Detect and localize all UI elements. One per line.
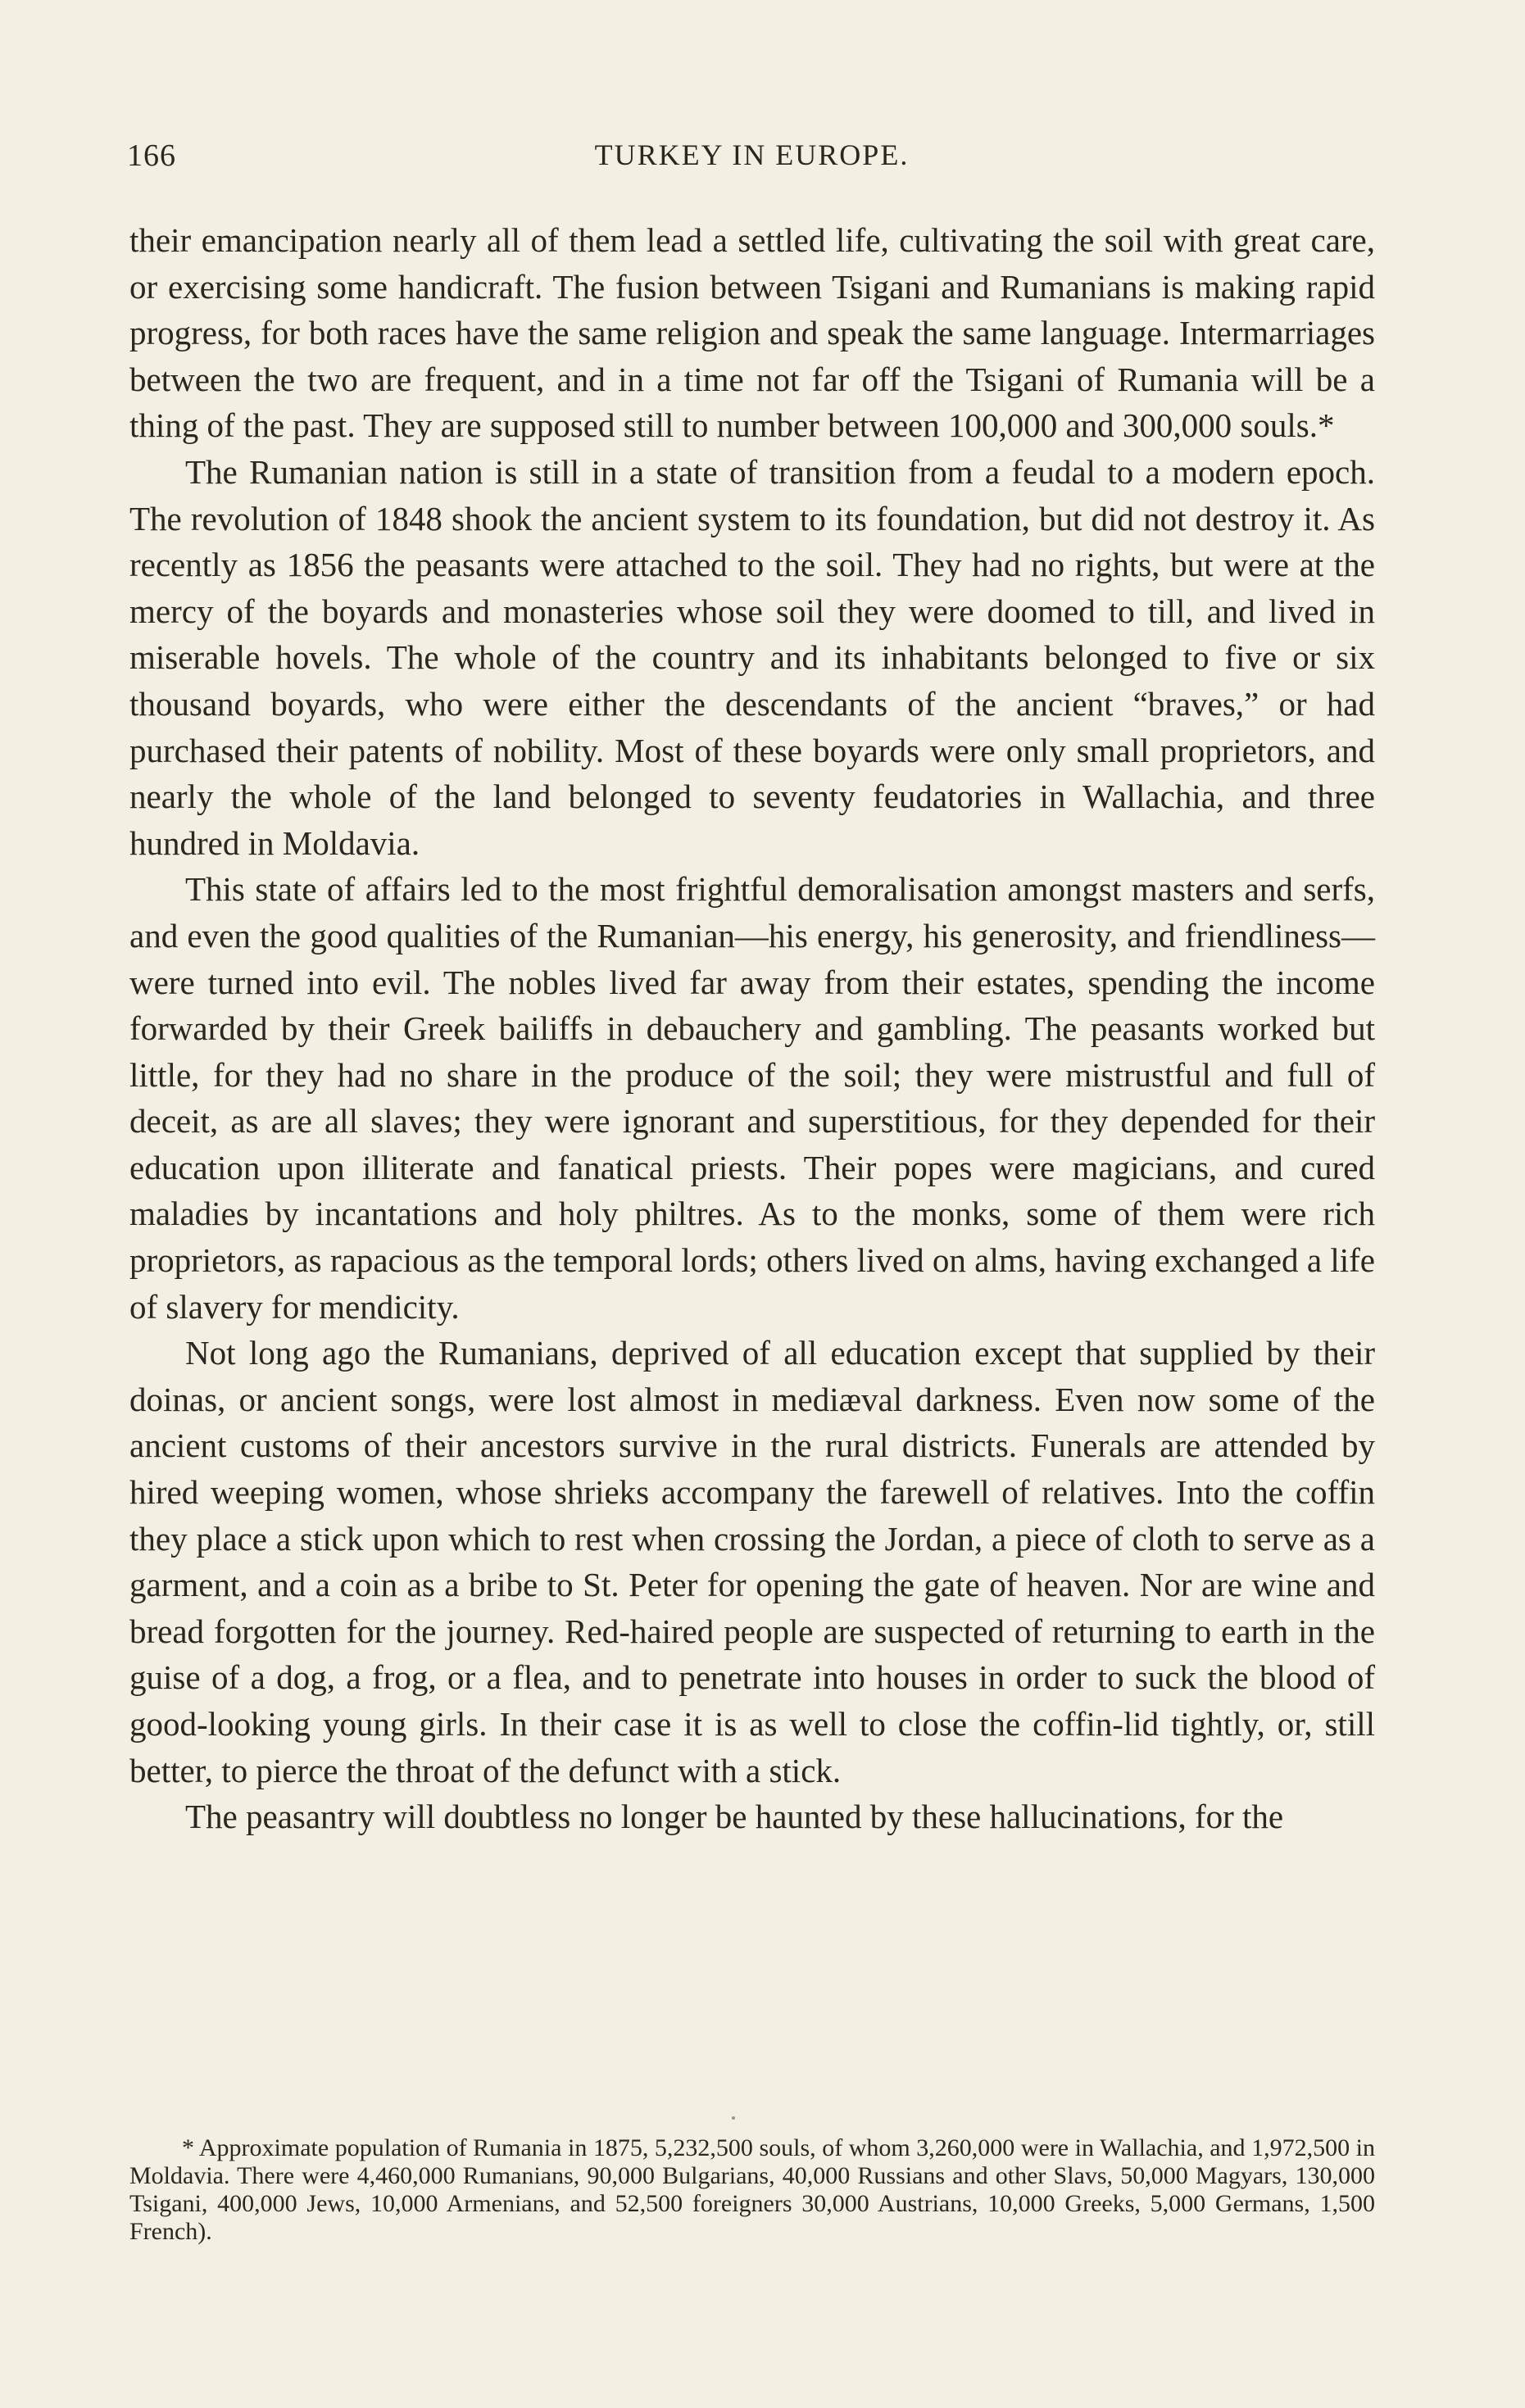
paper-speck: [732, 2116, 735, 2120]
running-head: TURKEY IN EUROPE.: [594, 138, 910, 171]
footnote-text: * Approximate population of Rumania in 1875, 5,232,500 souls, of whom 3,260,000 were in Wallachia, and 1,972,500 in Moldavia. There were 4,460,000 Rumanians, 90,000 Bulgarians, 40,000 Russians and other Slavs, 50,000 Magyars, 130,000 Tsigani, 400,000 Jews, 10,000 Armenians, and 52,500 foreigners 30,000 Austrians, 10,000 Greeks, 5,000 Germans, 1,500 French).: [129, 2134, 1375, 2245]
paragraph-4: Not long ago the Rumanians, deprived of all education except that supplied by their doinas, or ancient songs, were lost almost in mediæval darkness. Even now some of the ancient customs of their ancestors survive in the rural districts. Funerals are attended by hired weeping women, whose shrieks accompany the farewell of relatives. Into the coffin they place a stick upon which to rest when crossing the Jordan, a piece of cloth to serve as a garment, and a coin as a bribe to St. Peter for opening the gate of heaven. Nor are wine and bread forgotten for the journey. Red-haired people are suspected of returning to earth in the guise of a dog, a frog, or a flea, and to penetrate into houses in order to suck the blood of good-looking young girls. In their case it is as well to close the coffin-lid tightly, or, still better, to pierce the throat of the defunct with a stick.: [129, 1334, 1375, 1789]
paragraph-1: their emancipation nearly all of them lead a settled life, cultivating the soil with great care, or exercising some handicraft. The fusion between Tsigani and Rumanians is making rapid progress, for both races have the same religion and speak the same language. Intermarriages between the two are frequent, and in a time not far off the Tsigani of Rumania will be a thing of the past. They are supposed still to number between 100,000 and 300,000 souls.*: [129, 221, 1375, 445]
paragraph-2: The Rumanian nation is still in a state of transition from a feudal to a modern epoch. The revolution of 1848 shook the ancient system to its foundation, but did not destroy it. As recently as 1856 the peasants were attached to the soil. They had no rights, but were at the mercy of the boyards and monasteries whose soil they were doomed to till, and lived in miserable hovels. The whole of the country and its inhabitants belonged to five or six thousand boyards, who were either the descendants of the ancient “braves,” or had purchased their patents of nobility. Most of these boyards were only small proprietors, and nearly the whole of the land belonged to seventy feudatories in Wallachia, and three hundred in Moldavia.: [129, 452, 1375, 862]
paragraph-3: This state of affairs led to the most frightful demoralisation amongst masters and serfs, and even the good qualities of the Rumanian—his energy, his generosity, and friendliness—were turned into evil. The nobles lived far away from their estates, spending the income forwarded by their Greek bailiffs in debauchery and gambling. The peasants worked but little, for they had no share in the produce of the soil; they were mistrustful and full of deceit, as are all slaves; they were ignorant and superstitious, for they depended for their education upon illiterate and fanatical priests. Their popes were magicians, and cured maladies by incantations and holy philtres. As to the monks, some of them were rich proprietors, as rapacious as the temporal lords; others lived on alms, having exchanged a life of slavery for mendicity.: [129, 870, 1375, 1326]
page-number: 166: [127, 138, 176, 173]
footnote: [129, 2134, 1375, 2246]
page-header: [127, 138, 1377, 187]
paragraph-5: The peasantry will doubtless no longer be haunted by these hallucinations, for the: [185, 1798, 1284, 1836]
body-text: [129, 217, 1375, 1840]
